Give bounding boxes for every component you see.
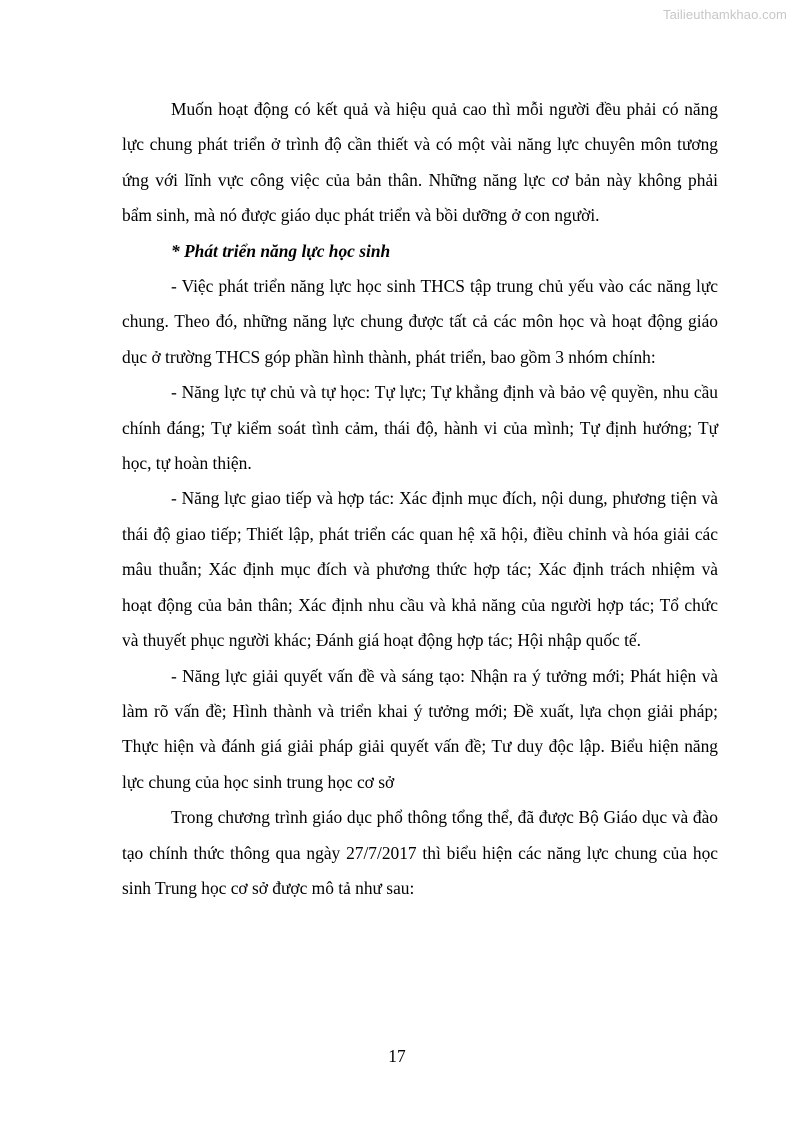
watermark-text: Tailieuthamkhao.com bbox=[662, 7, 787, 22]
paragraph-self-study: - Năng lực tự chủ và tự học: Tự lực; Tự khẳng định và bảo vệ quyền, nhu cầu chính đáng; Tự kiểm soát tình cảm, thái độ, hành vi của mình; Tự định hướng; Tự học, tự hoàn thiện. bbox=[122, 382, 718, 474]
paragraph-curriculum: Trong chương trình giáo dục phổ thông tổng thể, đã được Bộ Giáo dục và đào tạo chính thức thông qua ngày 27/7/2017 thì biểu hiện các năng lực chung của học sinh Trung học cơ sở được mô tả như sau: bbox=[122, 807, 718, 898]
page-number: 17 bbox=[388, 1046, 406, 1066]
paragraph-problem-solving: - Năng lực giải quyết vấn đề và sáng tạo: Nhận ra ý tưởng mới; Phát hiện và làm rõ vấn đề; Hình thành và triển khai ý tưởng mới; Đề xuất, lựa chọn giải pháp; Thực hiện và đánh giá giải pháp giải quyết vấn đề; Tư duy độc lập. Biểu hiện năng lực chung của học sinh trung học cơ sở bbox=[122, 665, 718, 792]
section-heading: * Phát triển năng lực học sinh bbox=[171, 240, 391, 261]
page-body bbox=[122, 92, 718, 906]
paragraph-intro: Muốn hoạt động có kết quả và hiệu quả cao thì mỗi người đều phải có năng lực chung phát triển ở trình độ cần thiết và có một vài năng lực chuyên môn tương ứng với lĩnh vực công việc của bản thân. Những năng lực cơ bản này không phải bẩm sinh, mà nó được giáo dục phát triển và bồi dưỡng ở con người. bbox=[122, 99, 718, 226]
paragraph-communication: - Năng lực giao tiếp và hợp tác: Xác định mục đích, nội dung, phương tiện và thái độ giao tiếp; Thiết lập, phát triển các quan hệ xã hội, điều chỉnh và hóa giải các mâu thuẫn; Xác định mục đích và phương thức hợp tác; Xác định trách nhiệm và hoạt động của bản thân; Xác định nhu cầu và khả năng của người hợp tác; Tổ chức và thuyết phục người khác; Đánh giá hoạt động hợp tác; Hội nhập quốc tế. bbox=[122, 488, 718, 651]
paragraph-competency-overview: - Việc phát triển năng lực học sinh THCS tập trung chủ yếu vào các năng lực chung. Theo đó, những năng lực chung được tất cả các môn học và hoạt động giáo dục ở trường THCS góp phần hình thành, phát triển, bao gồm 3 nhóm chính: bbox=[122, 276, 718, 367]
